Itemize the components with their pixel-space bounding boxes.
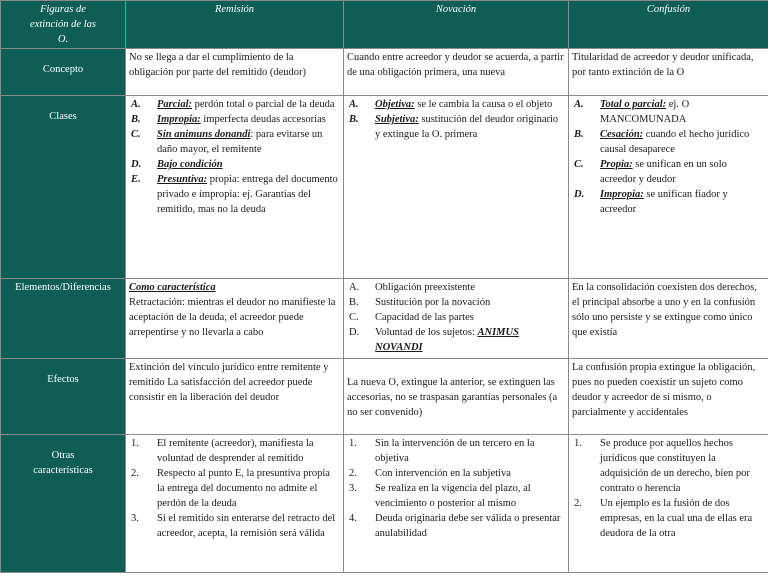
list-item bbox=[129, 172, 340, 217]
list-item-text: Sin la intervención de un tercero en la objetiva bbox=[375, 438, 535, 464]
list-item-text: propia: entrega del documento privado e impropia: ej. Garantías del remitido, mas no la deuda bbox=[157, 174, 338, 215]
list-marker: 1. bbox=[349, 438, 357, 449]
list-item-text: Se produce por aquellos hechos jurídicos que constituyen la adquisición de un derecho, bien por contrato o herencia bbox=[600, 438, 750, 494]
list-marker: B. bbox=[349, 297, 359, 308]
list-item-term: Impropia: bbox=[600, 189, 644, 200]
list-item bbox=[129, 157, 340, 172]
header-row bbox=[1, 1, 768, 49]
rowhead-elementos: Elementos/Diferencias bbox=[1, 279, 126, 359]
concepto-novacion: Cuando entre acreedor y deudor se acuerda, a partir de una obligación primera, una nueva bbox=[344, 49, 569, 96]
list-marker: A. bbox=[574, 99, 584, 110]
list-item-text: El remitente (acreedor), manifiesta la voluntad de desprender al remitido bbox=[157, 438, 314, 464]
list-item-text: se unifican fiador y acreedor bbox=[600, 189, 728, 215]
elementos-confusion: En la consolidación coexisten dos derechos, el principal absorbe a uno y en la confusión sólo uno persiste y se extingue como único que existía bbox=[569, 279, 768, 359]
list-item-text: se unifican en un solo acreedor y deudor bbox=[600, 159, 727, 185]
header-novacion: Novación bbox=[344, 1, 569, 49]
list-item-text: Se realiza en la vigencia del plazo, al vencimiento o posterior al mismo bbox=[375, 483, 531, 509]
otras-remision-list bbox=[129, 436, 340, 541]
otras-novacion bbox=[344, 435, 569, 573]
otras-confusion-list bbox=[572, 436, 765, 541]
list-item bbox=[347, 310, 565, 325]
clases-remision bbox=[126, 96, 344, 279]
list-item-term: Bajo condición bbox=[157, 159, 223, 170]
row-concepto bbox=[1, 49, 768, 96]
row-efectos bbox=[1, 359, 768, 435]
list-item-term: Sin animuns donandi bbox=[157, 129, 251, 140]
list-item bbox=[347, 436, 565, 466]
list-item bbox=[347, 481, 565, 511]
rowhead-efectos: Efectos bbox=[1, 359, 126, 435]
list-item bbox=[572, 97, 765, 127]
list-item bbox=[347, 511, 565, 541]
list-item bbox=[129, 466, 340, 511]
list-item bbox=[572, 496, 765, 541]
list-item-text: perdón total o parcial de la deuda bbox=[192, 99, 335, 110]
list-item bbox=[347, 325, 565, 355]
otras-confusion bbox=[569, 435, 768, 573]
list-item-text: Voluntad de los sujetos: bbox=[375, 327, 478, 338]
list-item-term: ANIMUS NOVANDI bbox=[375, 327, 519, 353]
elementos-remision-text: Retractación: mientras el deudor no manifieste la aceptación de la deuda, el acreedor puede arrepentirse y no llevarla a cabo bbox=[129, 297, 336, 338]
otras-novacion-list bbox=[347, 436, 565, 541]
list-marker: 1. bbox=[574, 438, 582, 449]
efectos-novacion-text: La nueva O, extingue la anterior, se extinguen las accesorias, no se traspasan garantías personales (a no ser convenido) bbox=[347, 377, 558, 418]
list-item-term: Objetiva: bbox=[375, 99, 415, 110]
clases-confusion-list bbox=[572, 97, 765, 217]
header-confusion: Confusión bbox=[569, 1, 768, 49]
list-marker: 3. bbox=[131, 513, 139, 524]
list-item bbox=[347, 295, 565, 310]
list-item bbox=[347, 466, 565, 481]
elementos-remision bbox=[126, 279, 344, 359]
row-elementos bbox=[1, 279, 768, 359]
list-item bbox=[129, 112, 340, 127]
list-marker: B. bbox=[131, 114, 141, 125]
list-item-text: se le cambia la causa o el objeto bbox=[414, 99, 553, 110]
header-figuras: Figuras de extinción de las O. bbox=[1, 1, 126, 49]
list-item-term: Cesación: bbox=[600, 129, 644, 140]
list-marker: 1. bbox=[131, 438, 139, 449]
list-marker: D. bbox=[574, 189, 585, 200]
list-item-term: Parcial: bbox=[157, 99, 192, 110]
list-item-text: Respecto al punto E, la presuntiva propia la entrega del documento no admite el perdón de la deuda bbox=[157, 468, 330, 509]
concepto-remision: No se llega a dar el cumplimiento de la obligación por parte del remitido (deudor) bbox=[126, 49, 344, 96]
list-item bbox=[572, 436, 765, 496]
list-item-text: Deuda originaria debe ser válida o presentar anulabilidad bbox=[375, 513, 561, 539]
list-item-term: Total o parcial: bbox=[600, 99, 667, 110]
list-item bbox=[572, 157, 765, 187]
list-item-text: imperfecta deudas accesorias bbox=[200, 114, 326, 125]
list-item-text: : para evitarse un daño mayor, el remitente bbox=[157, 129, 323, 155]
elementos-novacion-list bbox=[347, 280, 565, 355]
list-item-term: Presuntiva: bbox=[157, 174, 208, 185]
list-item bbox=[129, 97, 340, 112]
list-item-text: Obligación preexistente bbox=[375, 282, 476, 293]
clases-confusion bbox=[569, 96, 768, 279]
efectos-confusion: La confusión propia extingue la obligación, pues no pueden coexistir un sujeto como deudor y acreedor de sí mismo, o parcialmente y accidentales bbox=[569, 359, 768, 435]
clases-novacion-list bbox=[347, 97, 565, 142]
elementos-remision-term: Como característica bbox=[129, 282, 216, 293]
list-marker: 2. bbox=[349, 468, 357, 479]
row-otras bbox=[1, 435, 768, 573]
list-marker: 2. bbox=[574, 498, 582, 509]
list-item-text: sustitución del deudor originario y extingue la O. primera bbox=[375, 114, 559, 140]
list-item-text: Un ejemplo es la fusión de dos empresas, en la cual una de ellas era deudora de la otra bbox=[600, 498, 753, 539]
list-marker: B. bbox=[349, 114, 359, 125]
list-marker: A. bbox=[349, 282, 360, 293]
list-item-text: Si el remitido sin enterarse del retracto del acreedor, acepta, la remisión será válida bbox=[157, 513, 336, 539]
list-marker: C. bbox=[131, 129, 141, 140]
list-item-term: Subjetiva: bbox=[375, 114, 419, 125]
concepto-confusion: Titularidad de acreedor y deudor unificada, por tanto extinción de la O bbox=[569, 49, 768, 96]
list-item bbox=[129, 127, 340, 157]
list-marker: 2. bbox=[131, 468, 139, 479]
rowhead-concepto: Concepto bbox=[1, 49, 126, 96]
clases-remision-list bbox=[129, 97, 340, 217]
list-marker: 4. bbox=[349, 513, 357, 524]
clases-novacion bbox=[344, 96, 569, 279]
list-item bbox=[572, 127, 765, 157]
list-item-text: Con intervención en la subjetiva bbox=[375, 468, 511, 479]
header-remision: Remisión bbox=[126, 1, 344, 49]
list-item-term: Impropia: bbox=[157, 114, 201, 125]
list-item bbox=[347, 97, 565, 112]
list-item-text: cuando el hecho jurídico causal desaparece bbox=[600, 129, 750, 155]
list-marker: A. bbox=[349, 99, 359, 110]
list-item-term: Propia: bbox=[600, 159, 633, 170]
list-marker: D. bbox=[349, 327, 360, 338]
elementos-novacion bbox=[344, 279, 569, 359]
list-marker: 3. bbox=[349, 483, 357, 494]
row-clases bbox=[1, 96, 768, 279]
list-item bbox=[129, 436, 340, 466]
list-item bbox=[572, 187, 765, 217]
list-item-text: Capacidad de las partes bbox=[375, 312, 474, 323]
list-item-text: Sustitución por la novación bbox=[375, 297, 491, 308]
list-item-text: ej. O MANCOMUNADA bbox=[600, 99, 690, 125]
list-item bbox=[347, 112, 565, 142]
list-marker: E. bbox=[131, 174, 141, 185]
list-marker: C. bbox=[349, 312, 359, 323]
rowhead-otras: Otras características bbox=[1, 435, 126, 573]
list-item bbox=[347, 280, 565, 295]
efectos-novacion bbox=[344, 359, 569, 435]
list-item bbox=[129, 511, 340, 541]
efectos-remision: Extinción del vínculo jurídico entre remitente y remitido La satisfacción del acreedor puede consistir en la liberación del deudor bbox=[126, 359, 344, 435]
list-marker: D. bbox=[131, 159, 142, 170]
list-marker: C. bbox=[574, 159, 584, 170]
list-marker: A. bbox=[131, 99, 141, 110]
rowhead-clases: Clases bbox=[1, 96, 126, 279]
otras-remision bbox=[126, 435, 344, 573]
list-marker: B. bbox=[574, 129, 584, 140]
